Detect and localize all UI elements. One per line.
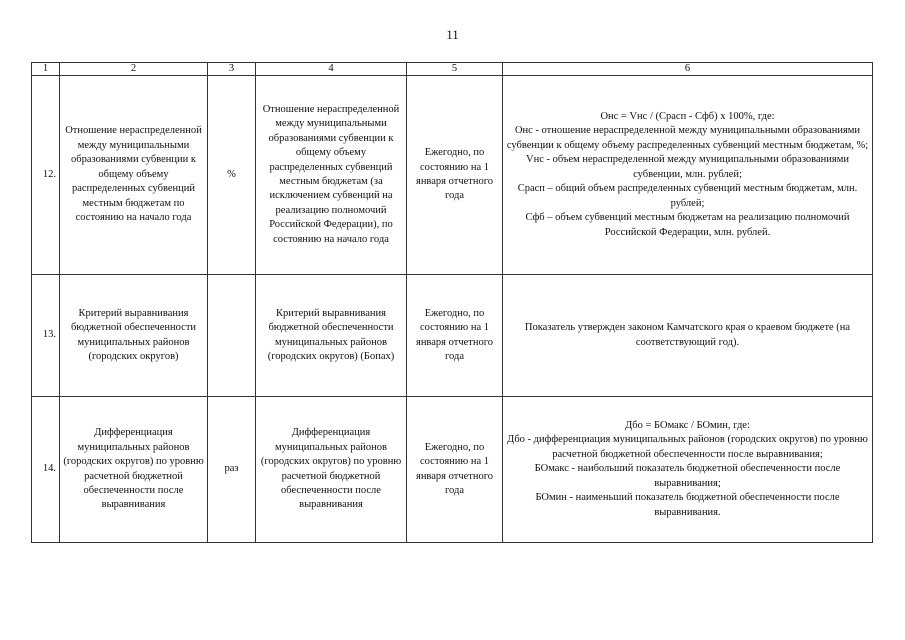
cell-method: [503, 275, 873, 397]
method-line: Срасп – общий объем распределенных субвенций местным бюджетам, млн. рублей;: [517, 183, 858, 209]
header-cell: 1: [32, 63, 60, 76]
cell-period: Ежегодно, по состоянию на 1 января отчетного года: [407, 275, 503, 397]
cell-def: Критерий выравнивания бюджетной обеспеченности муниципальных районов (городских округов) (Бопах): [256, 275, 407, 397]
method-line: Сфб – объем субвенций местным бюджетам на реализацию полномочий Российской Федерации, млн. рублей.: [525, 212, 850, 238]
cell-period: Ежегодно, по состоянию на 1 января отчетного года: [407, 397, 503, 543]
cell-name: Критерий выравнивания бюджетной обеспеченности муниципальных районов (городских округов): [60, 275, 208, 397]
method-line: БОмакс - наибольший показатель бюджетной обеспеченности после выравнивания;: [534, 463, 841, 489]
indicators-table: [31, 62, 873, 543]
header-cell: 2: [60, 63, 208, 76]
cell-num: 14.: [32, 397, 60, 543]
method-line: Vнс - объем нераспределенной между муниципальными образованиями субвенции, млн. рублей;: [526, 154, 849, 180]
table-row: [32, 76, 873, 275]
method-line: БОмин - наименьший показатель бюджетной обеспеченности после выравнивания.: [535, 492, 840, 518]
table-row: [32, 397, 873, 543]
header-cell: 6: [503, 63, 873, 76]
cell-method: [503, 397, 873, 543]
method-line: Показатель утвержден законом Камчатского края о краевом бюджете (на соответствующий год).: [524, 322, 851, 348]
header-cell: 5: [407, 63, 503, 76]
cell-name: Отношение нераспределенной между муниципальными образованиями субвенции к общему объему распределенных субвенций местным бюджетам по состоянию на начало года: [60, 76, 208, 275]
cell-num: 13.: [32, 275, 60, 397]
header-cell: 3: [208, 63, 256, 76]
page-number: 11: [446, 27, 459, 42]
cell-num: 12.: [32, 76, 60, 275]
cell-def: Дифференциация муниципальных районов (городских округов) по уровню расчетной бюджетной обеспеченности после выравнивания: [256, 397, 407, 543]
table-row: [32, 275, 873, 397]
cell-method: [503, 76, 873, 275]
header-cell: 4: [256, 63, 407, 76]
method-line: Онс - отношение нераспределенной между муниципальными образованиями субвенции к общему объему распределенных субвенций местным бюджетам, %;: [506, 125, 869, 151]
method-line: Дбо = БОмакс / БОмин, где:: [625, 419, 750, 431]
header-row: [32, 63, 873, 76]
cell-unit: %: [208, 76, 256, 275]
cell-period: Ежегодно, по состоянию на 1 января отчетного года: [407, 76, 503, 275]
cell-def: Отношение нераспределенной между муниципальными образованиями субвенции к общему объему распределенных субвенций местным бюджетам (за исключением субвенций на реализацию полномочий Российской Федерации), по состоянию на начало года: [256, 76, 407, 275]
cell-unit: раз: [208, 397, 256, 543]
method-line: Дбо - дифференциация муниципальных районов (городских округов) по уровню расчетной бюджетной обеспеченности после выравнивания;: [507, 434, 868, 460]
method-line: Онс = Vнс / (Срасп - Сфб) х 100%, где:: [600, 110, 775, 122]
cell-name: Дифференциация муниципальных районов (городских округов) по уровню расчетной бюджетной обеспеченности после выравнивания: [60, 397, 208, 543]
cell-unit: [208, 275, 256, 397]
